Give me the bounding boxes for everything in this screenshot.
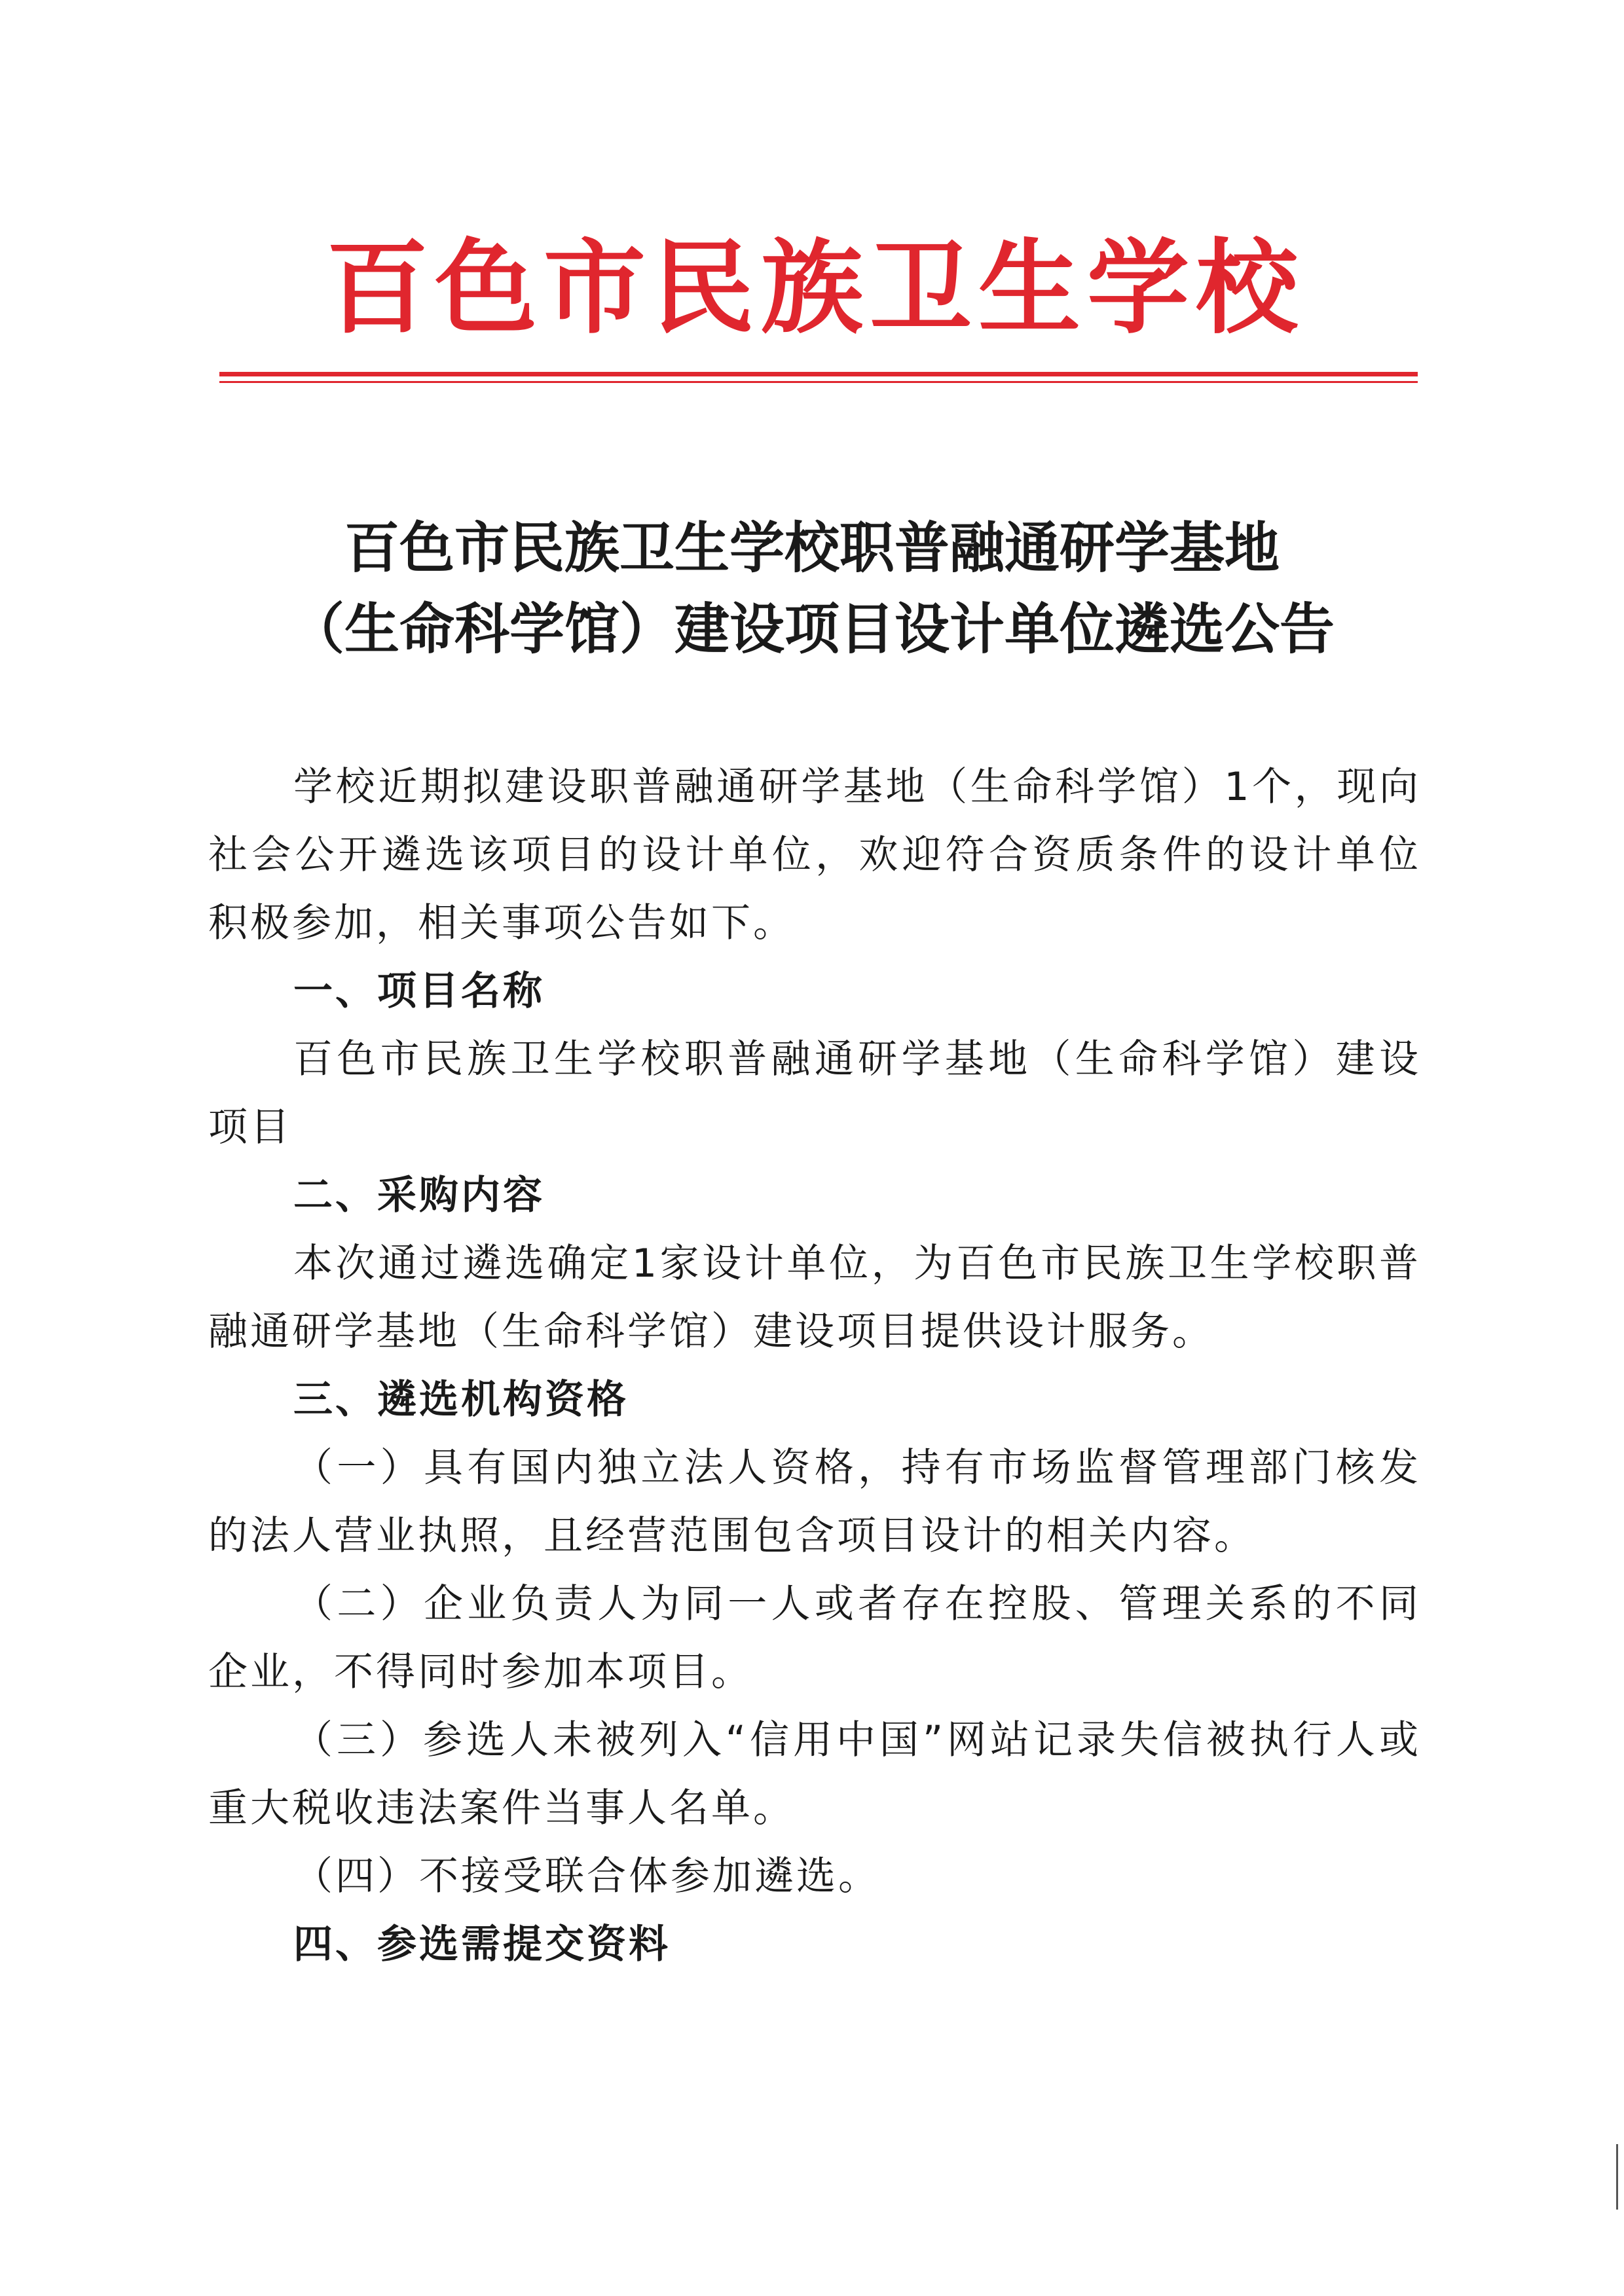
- section-3-item-2: （二）企业负责人为同一人或者存在控股、管理关系的不同企业，不得同时参加本项目。: [208, 1581, 1421, 1695]
- document-title: [196, 507, 1428, 670]
- section-2-heading: 二、采购内容: [293, 1173, 545, 1218]
- letterhead-org-name: 百色市民族卫生学校: [326, 228, 1304, 348]
- document-body: [208, 753, 1421, 1978]
- intro-paragraph: 学校近期拟建设职普融通研学基地（生命科学馆）1个，现向社会公开遴选该项目的设计单位，欢迎符合资质条件的设计单位积极参加，相关事项公告如下。: [208, 764, 1421, 946]
- section-1-heading: 一、项目名称: [293, 968, 545, 1014]
- section-4-heading: 四、参选需提交资料: [293, 1922, 671, 1967]
- scan-edge-mark: [1616, 2144, 1618, 2210]
- letterhead-rule-thick: [219, 372, 1418, 376]
- document-title-line-1: 百色市民族卫生学校职普融通研学基地: [344, 515, 1280, 580]
- letterhead-rule-thin: [219, 381, 1418, 383]
- section-3-item-1: （一）具有国内独立法人资格，持有市场监督管理部门核发的法人营业执照，且经营范围包含项目设计的相关内容。: [208, 1445, 1421, 1559]
- section-3-item-4: （四）不接受联合体参加遴选。: [293, 1853, 880, 1899]
- section-3-item-3: （三）参选人未被列入“信用中国”网站记录失信被执行人或重大税收违法案件当事人名单。: [208, 1717, 1421, 1831]
- section-3-heading: 三、遴选机构资格: [293, 1377, 629, 1423]
- document-title-line-2: （生命科学馆）建设项目设计单位遴选公告: [289, 596, 1335, 661]
- section-1-text: 百色市民族卫生学校职普融通研学基地（生命科学馆）建设项目: [208, 1036, 1421, 1150]
- section-2-text: 本次通过遴选确定1家设计单位，为百色市民族卫生学校职普融通研学基地（生命科学馆）建设项目提供设计服务。: [208, 1241, 1421, 1355]
